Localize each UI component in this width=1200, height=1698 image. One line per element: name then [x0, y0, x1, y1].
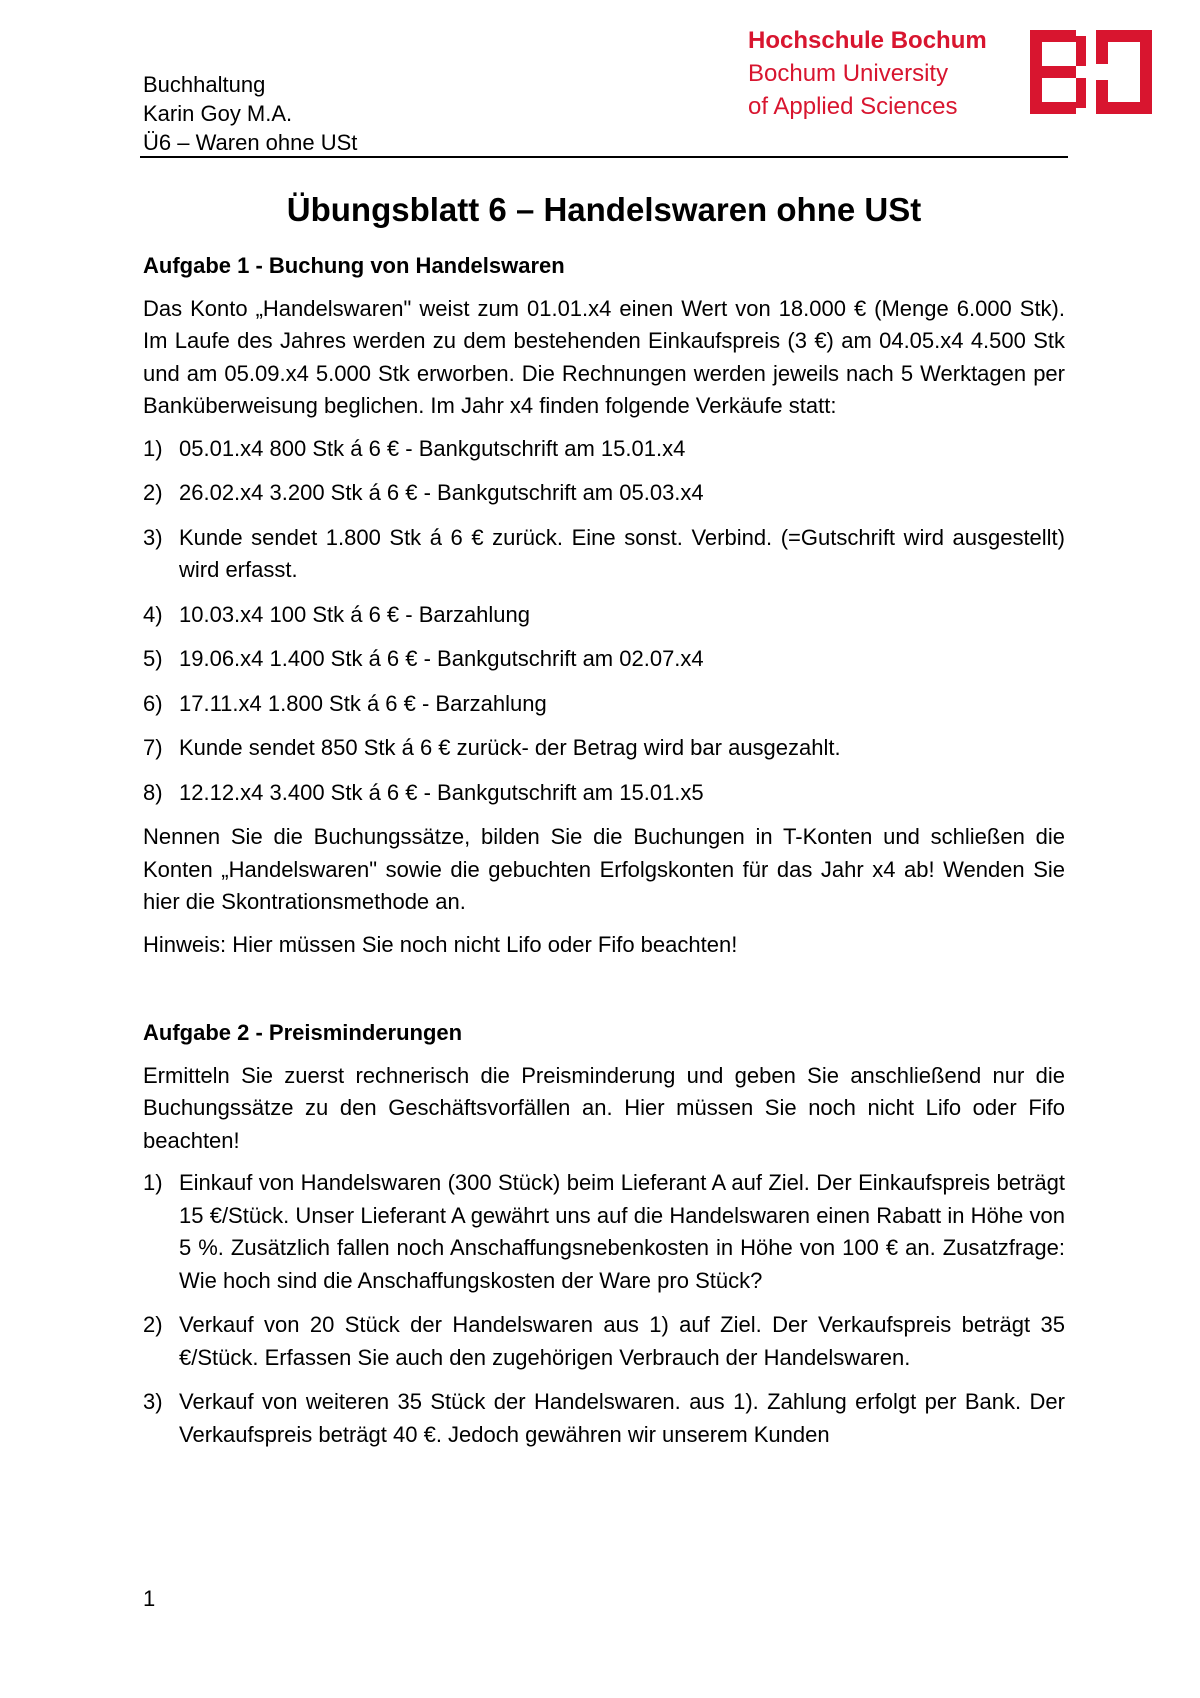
header-divider	[140, 156, 1068, 158]
header-subject: Buchhaltung	[143, 72, 266, 97]
list-item: 5) 19.06.x4 1.400 Stk á 6 € - Bankgutschrift am 02.07.x4	[143, 646, 704, 671]
task2-intro: Ermitteln Sie zuerst rechnerisch die Preisminderung und geben Sie anschließend nur die Buchungssätze zu den Geschäftsvorfällen an. Hier müssen Sie noch nicht Lifo oder Fifo beachten!	[143, 1062, 1065, 1153]
task1-hint: Hinweis: Hier müssen Sie noch nicht Lifo oder Fifo beachten!	[143, 931, 738, 957]
list-item: 1) 05.01.x4 800 Stk á 6 € - Bankgutschrift am 15.01.x4	[143, 435, 686, 461]
document-body	[143, 182, 1065, 1463]
page-title: Übungsblatt 6 – Handelswaren ohne USt	[286, 191, 922, 228]
university-name-de: Hochschule Bochum	[748, 27, 987, 54]
list-item: 8) 12.12.x4 3.400 Stk á 6 € - Bankgutschrift am 15.01.x5	[143, 779, 704, 805]
university-logo	[1030, 30, 1152, 114]
university-name-en-2: of Applied Sciences	[748, 93, 958, 120]
list-item: 1) Einkauf von Handelswaren (300 Stück) beim Lieferant A auf Ziel. Der Einkaufspreis beträgt 15 €/Stück. Unser Lieferant A gewährt uns auf die Handelswaren einen Rabatt in Höhe von 5 %. Zusätzlich fallen noch Anschaffungsnebenkosten in Höhe von 100 € an. Zusatzfrage: Wie hoch sind die Anschaffungskosten der Ware pro Stück?	[143, 1170, 1065, 1293]
task1-heading: Aufgabe 1 - Buchung von Handelswaren	[143, 253, 565, 278]
header-author: Karin Goy M.A.	[143, 101, 293, 126]
header-info	[143, 70, 357, 157]
list-item: 2) 26.02.x4 3.200 Stk á 6 € - Bankgutschrift am 05.03.x4	[143, 480, 704, 505]
list-item: 2) Verkauf von 20 Stück der Handelswaren aus 1) auf Ziel. Der Verkaufspreis beträgt 35 €/Stück. Erfassen Sie auch den zugehörigen Verbrauch der Handelswaren.	[143, 1312, 1065, 1370]
header-sheet: Ü6 – Waren ohne USt	[143, 130, 358, 155]
task1-intro: Das Konto „Handelswaren" weist zum 01.01.x4 einen Wert von 18.000 € (Menge 6.000 Stk). Im Laufe des Jahres werden zu dem bestehenden Einkaufspreis (3 €) am 04.05.x4 4.500 Stk und am 05.09.x4 5.000 Stk erworben. Die Rechnungen werden jeweils nach 5 Werktagen per Banküberweisung beglichen. Im Jahr x4 finden folgende Verkäufe statt:	[143, 295, 1065, 418]
university-name	[748, 24, 987, 123]
list-item: 4) 10.03.x4 100 Stk á 6 € - Barzahlung	[143, 601, 531, 627]
task1-instruction: Nennen Sie die Buchungssätze, bilden Sie die Buchungen in T-Konten und schließen die Konten „Handelswaren" sowie die gebuchten Erfolgskonten für das Jahr x4 ab! Wenden Sie hier die Skontrationsmethode an.	[143, 824, 1065, 914]
list-item: 6) 17.11.x4 1.800 Stk á 6 € - Barzahlung	[143, 690, 547, 716]
task1-list	[143, 433, 1065, 810]
page-number: 1	[143, 1586, 156, 1611]
list-item: 3) Verkauf von weiteren 35 Stück der Handelswaren. aus 1). Zahlung erfolgt per Bank. Der Verkaufspreis beträgt 40 €. Jedoch gewähren wir unserem Kunden	[143, 1389, 1065, 1447]
list-item: 7) Kunde sendet 850 Stk á 6 € zurück- der Betrag wird bar ausgezahlt.	[143, 735, 841, 760]
task2-heading: Aufgabe 2 - Preisminderungen	[143, 1020, 463, 1045]
university-name-en-1: Bochum University	[748, 60, 949, 87]
task2-list	[143, 1167, 1065, 1451]
list-item: 3) Kunde sendet 1.800 Stk á 6 € zurück. Eine sonst. Verbind. (=Gutschrift wird ausgestellt) wird erfasst.	[143, 524, 1065, 582]
